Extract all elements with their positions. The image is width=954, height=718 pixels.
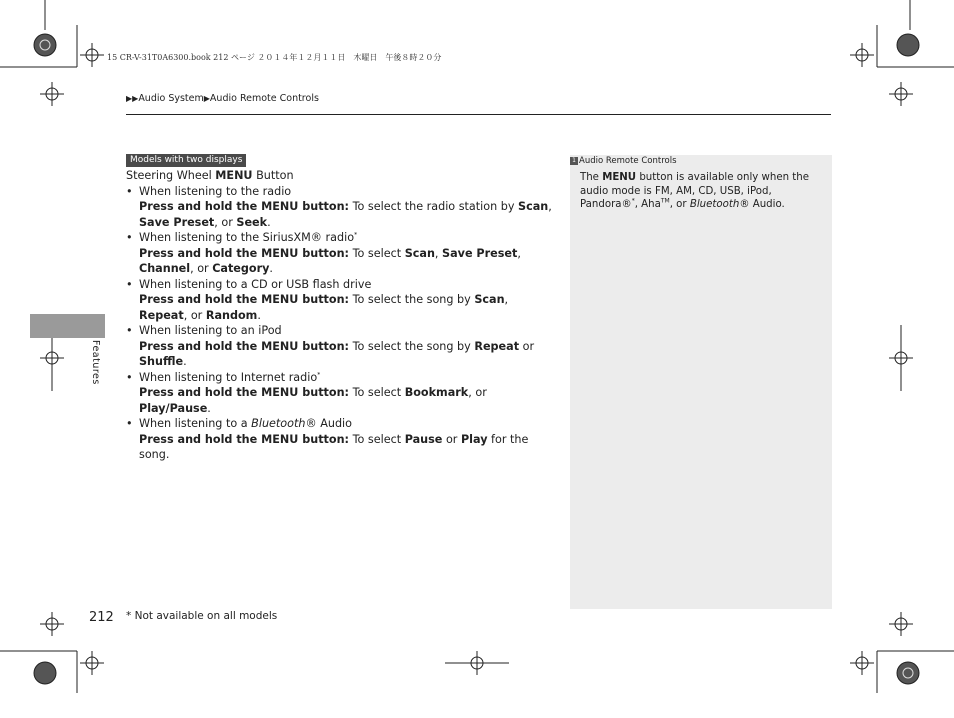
detail-end: . [257, 308, 261, 322]
detail-lead: Press and hold the MENU button: [139, 293, 350, 306]
note-footnote-mark: * [631, 197, 635, 205]
note-heading [570, 156, 677, 166]
list-item [126, 277, 556, 324]
list-item [126, 323, 556, 370]
option-separator: , [548, 200, 552, 213]
option-name: Channel [139, 262, 191, 275]
note-trademark: TM [660, 197, 670, 205]
detail-text: To select the radio station by [349, 200, 519, 213]
detail-end: . [267, 215, 271, 229]
option-name: Scan [404, 246, 435, 260]
section-label: Features [90, 340, 101, 385]
mode-detail [126, 246, 556, 277]
option-name: Repeat [139, 308, 184, 322]
option-name: Random [205, 308, 258, 322]
detail-text: To select the song by [349, 293, 475, 306]
option-separator: , or [468, 386, 487, 399]
option-name: Play/Pause [139, 401, 208, 415]
detail-text: To select [349, 246, 405, 260]
bullet-text: When listening to the radio [139, 184, 292, 198]
detail-end: . [207, 401, 211, 415]
footnote: * Not available on all models [126, 610, 278, 622]
print-header: 15 CR-V-31T0A6300.book 212 ページ ２０１４年１２月１１日 木曜日 午後８時２０分 [107, 53, 442, 62]
option-separator: or [519, 339, 535, 353]
title-bold: MENU [215, 169, 253, 182]
bullet-text-end: ® Audio [305, 417, 353, 430]
bullet-text: When listening to an iPod [139, 324, 282, 337]
main-content [126, 168, 556, 463]
bullet-text: When listening to the SiriusXM® radio [139, 231, 355, 244]
bullet-italic: Bluetooth [251, 417, 306, 430]
note-mark-icon: 1 [570, 157, 578, 165]
option-separator: or [442, 432, 461, 446]
list-item [126, 184, 556, 231]
note-text: , or [669, 199, 690, 210]
detail-text: To select [349, 432, 405, 446]
mode-list [126, 184, 556, 463]
mode-detail [126, 339, 556, 370]
option-separator: , or [190, 262, 213, 275]
section-tab [30, 314, 105, 338]
note-panel [570, 155, 832, 609]
detail-lead: Press and hold the MENU button: [139, 200, 350, 213]
breadcrumb [126, 93, 319, 104]
option-name: Scan [474, 293, 505, 306]
bullet-text: When listening to a [139, 417, 252, 430]
option-name: Pause [404, 432, 443, 446]
option-separator: , or [183, 308, 206, 322]
option-name: Play [460, 432, 488, 446]
option-separator: , or [214, 215, 237, 229]
bullet-text: When listening to Internet radio [139, 370, 318, 384]
option-name: Shuffle [139, 355, 184, 368]
note-body [580, 171, 823, 212]
mode-bullet [126, 416, 556, 432]
detail-end: . [183, 355, 187, 368]
detail-end: . [269, 262, 273, 275]
mode-detail [126, 432, 556, 463]
option-name: Save Preset [139, 215, 215, 229]
page-number: 212 [89, 610, 114, 625]
breadcrumb-arrows: ▶▶ [126, 94, 139, 103]
mode-detail [126, 199, 556, 230]
note-text: ® Audio. [739, 199, 785, 210]
list-item [126, 370, 556, 417]
breadcrumb-separator: ▶ [203, 94, 210, 103]
breadcrumb-page: Audio Remote Controls [209, 93, 319, 104]
option-name: Scan [518, 200, 549, 213]
note-text: The [580, 172, 603, 183]
footnote-mark: * [317, 370, 321, 378]
header-rule [126, 114, 831, 115]
section-title [126, 168, 556, 184]
option-name: Save Preset [442, 246, 518, 260]
mode-bullet [126, 323, 556, 339]
footnote-mark: * [354, 231, 358, 239]
mode-bullet [126, 277, 556, 293]
mode-detail [126, 385, 556, 416]
option-name: Seek [236, 215, 268, 229]
model-badge: Models with two displays [126, 154, 246, 167]
detail-lead: Press and hold the MENU button: [139, 432, 350, 446]
title-text-end: Button [252, 169, 294, 182]
list-item [126, 416, 556, 463]
note-text: button is available only when the audio mode is FM, AM, CD, USB, iPod, Pandora® [580, 172, 810, 210]
note-heading-text: Audio Remote Controls [579, 156, 677, 166]
detail-text: To select the song by [349, 339, 475, 353]
mode-bullet [126, 230, 556, 246]
option-separator: , [434, 246, 443, 260]
option-name: Repeat [474, 339, 520, 353]
detail-lead: Press and hold the MENU button: [139, 339, 350, 353]
option-separator: for the song. [139, 432, 529, 461]
note-text: , Aha [634, 199, 661, 210]
mode-bullet [126, 370, 556, 386]
option-name: Category [212, 262, 270, 275]
option-name: Bookmark [404, 386, 469, 399]
note-italic: Bluetooth [689, 199, 740, 210]
option-separator: , [504, 293, 509, 306]
title-text: Steering Wheel [126, 169, 216, 182]
detail-lead: Press and hold the MENU button: [139, 386, 350, 399]
mode-detail [126, 292, 556, 323]
detail-lead: Press and hold the MENU button: [139, 246, 350, 260]
mode-bullet [126, 184, 556, 200]
note-bold: MENU [602, 172, 637, 183]
bullet-text: When listening to a CD or USB flash drive [139, 277, 372, 291]
breadcrumb-section: Audio System [138, 93, 204, 104]
detail-text: To select [349, 386, 405, 399]
list-item [126, 230, 556, 277]
option-separator: , [517, 246, 521, 260]
